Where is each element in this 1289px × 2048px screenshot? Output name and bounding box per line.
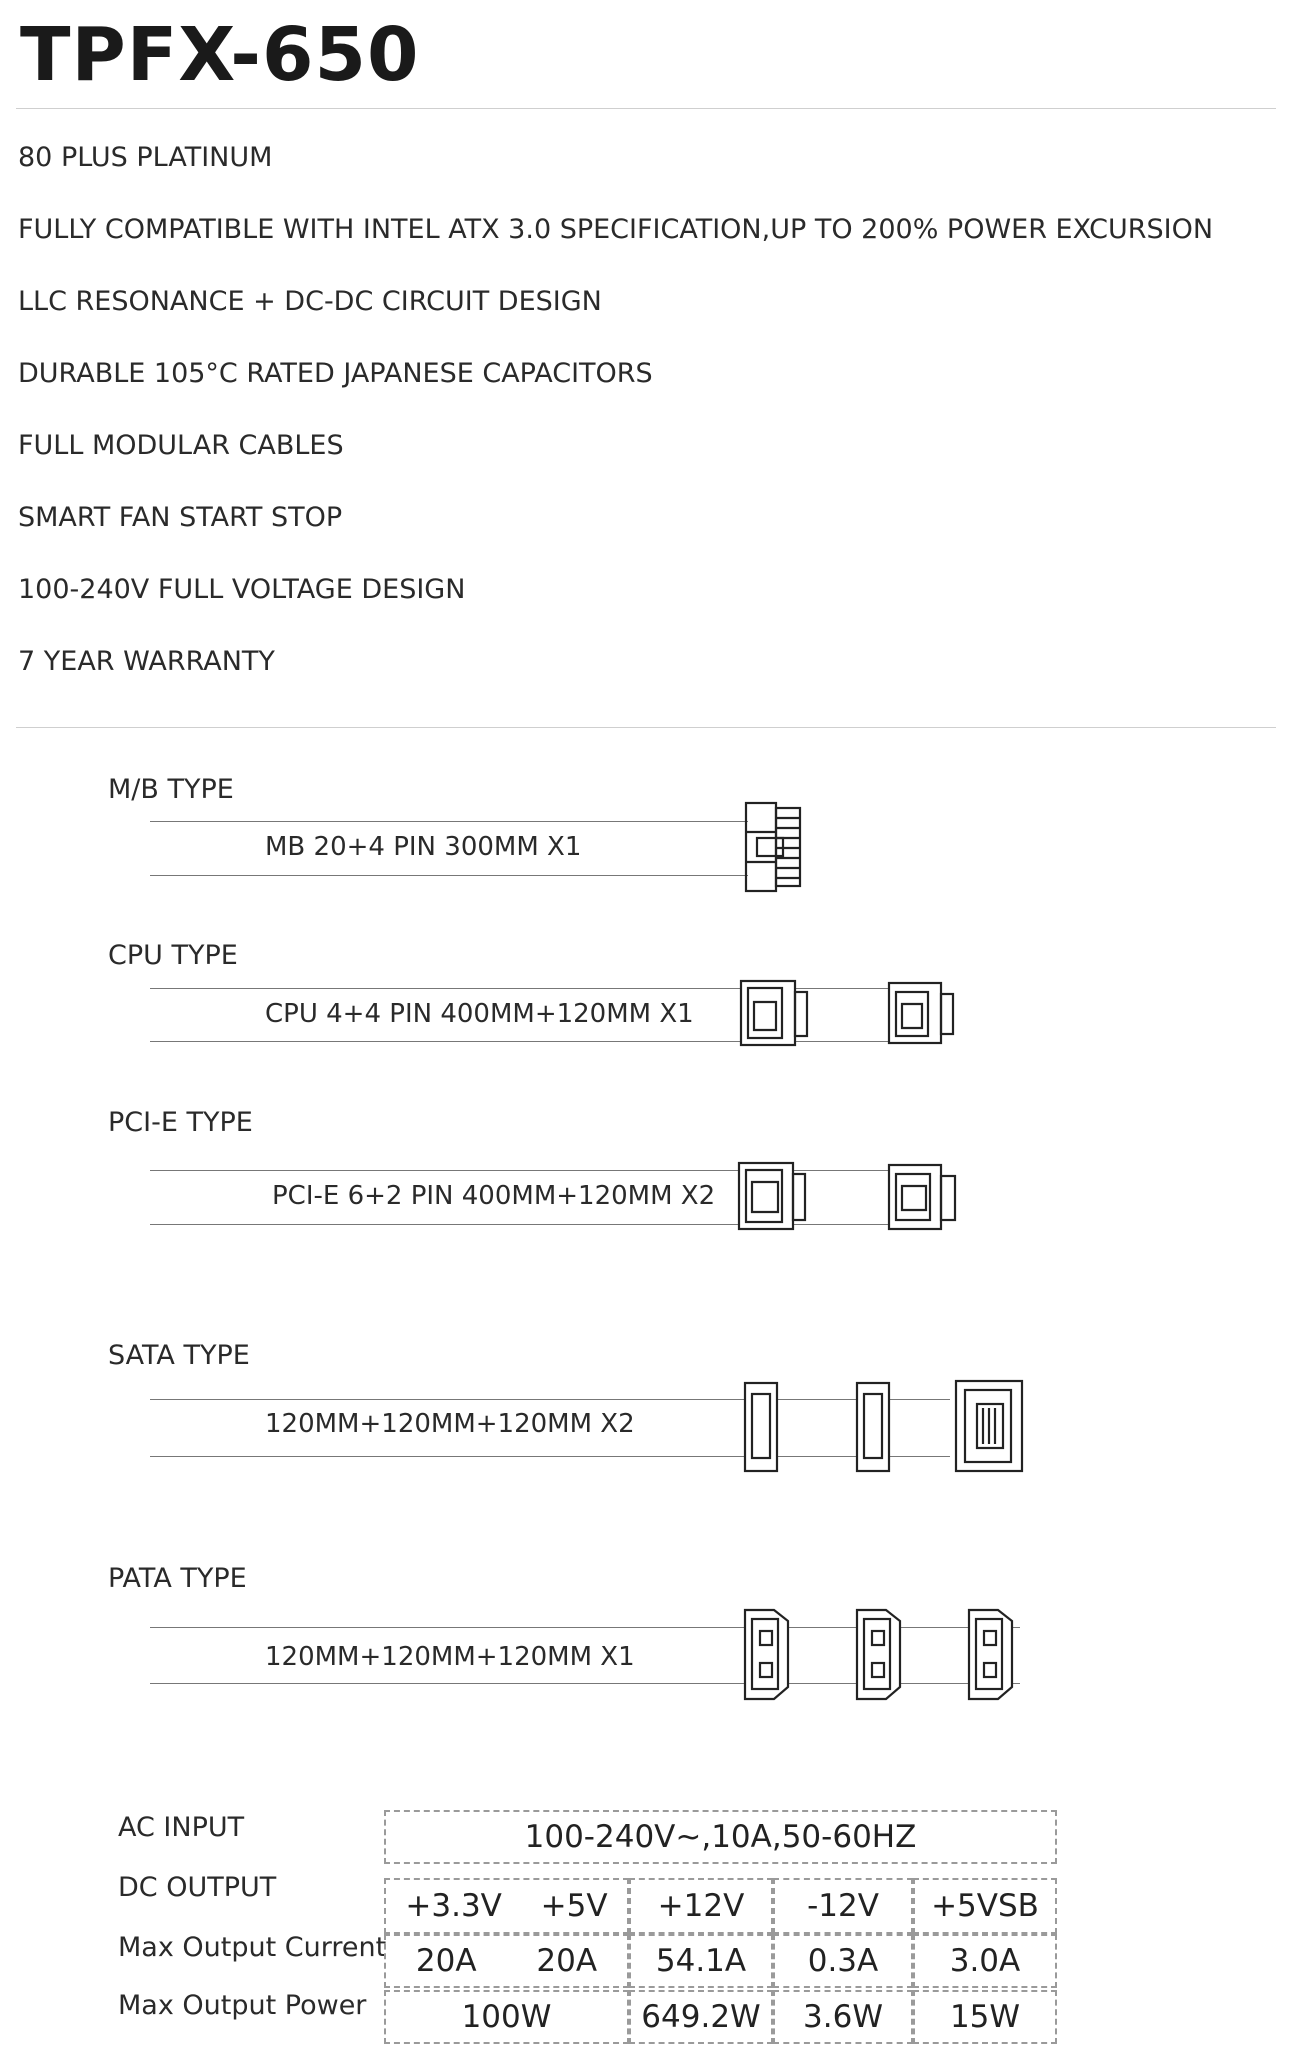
feature-item: 100-240V FULL VOLTAGE DESIGN — [18, 574, 466, 605]
spec-cell — [913, 1934, 1057, 1988]
cable-wire — [150, 1456, 950, 1457]
spec-label-ac-input: AC INPUT — [118, 1812, 245, 1843]
spec-cell — [773, 1934, 913, 1988]
pcie-8pin-connector-icon — [738, 1162, 808, 1232]
max-current-value: 20A — [415, 1943, 477, 1979]
divider — [16, 108, 1276, 109]
pcie-8pin-connector-icon — [888, 1164, 960, 1232]
feature-item: 7 YEAR WARRANTY — [18, 646, 275, 677]
dc-output-value: +12V — [657, 1888, 745, 1924]
max-current-value: 3.0A — [949, 1943, 1021, 1979]
eps-8pin-connector-icon — [740, 980, 810, 1048]
dc-output-value: +5VSB — [931, 1888, 1039, 1924]
max-power-value: 649.2W — [641, 1999, 761, 2035]
max-power-value: 15W — [949, 1999, 1021, 2035]
ac-input-value: 100-240V~,10A,50-60HZ — [524, 1819, 917, 1855]
spec-cell — [629, 1878, 773, 1934]
spec-label-max-power: Max Output Power — [118, 1990, 367, 2021]
feature-item: SMART FAN START STOP — [18, 502, 343, 533]
cable-wire — [150, 821, 748, 822]
sata-connector-icon — [856, 1382, 896, 1474]
cable-label: 120MM+120MM+120MM X1 — [265, 1642, 635, 1672]
max-current-value: 0.3A — [807, 1943, 879, 1979]
cable-label: PCI-E 6+2 PIN 400MM+120MM X2 — [272, 1181, 716, 1211]
spec-cell-ac-input — [384, 1810, 1057, 1864]
page-title: TPFX-650 — [20, 12, 420, 98]
cable-wire — [150, 1399, 950, 1400]
spec-cell — [629, 1990, 773, 2044]
feature-item: FULL MODULAR CABLES — [18, 430, 344, 461]
feature-item: 80 PLUS PLATINUM — [18, 142, 273, 173]
feature-item: LLC RESONANCE + DC-DC CIRCUIT DESIGN — [18, 286, 602, 317]
dc-output-value: +5V — [540, 1888, 608, 1924]
cable-label: CPU 4+4 PIN 400MM+120MM X1 — [265, 999, 694, 1029]
cable-label: 120MM+120MM+120MM X2 — [265, 1409, 635, 1439]
max-current-value: 20A — [536, 1943, 598, 1979]
spec-cell — [913, 1878, 1057, 1934]
spec-cell — [913, 1990, 1057, 2044]
molex-connector-icon — [968, 1609, 1020, 1703]
max-current-value: 54.1A — [655, 1943, 747, 1979]
spec-label-dc-output: DC OUTPUT — [118, 1872, 277, 1903]
spec-label-max-current: Max Output Current — [118, 1932, 387, 1963]
spec-cell — [384, 1878, 629, 1934]
spec-cell — [773, 1878, 913, 1934]
max-power-value: 3.6W — [803, 1999, 883, 2035]
spec-cell — [384, 1934, 629, 1988]
cable-type-title: M/B TYPE — [108, 774, 234, 805]
cable-type-title: PATA TYPE — [108, 1563, 247, 1594]
cable-wire — [150, 875, 748, 876]
feature-item: DURABLE 105°C RATED JAPANESE CAPACITORS — [18, 358, 653, 389]
cable-label: MB 20+4 PIN 300MM X1 — [265, 832, 582, 862]
spec-cell — [773, 1990, 913, 2044]
dc-output-value: -12V — [807, 1888, 879, 1924]
max-power-value: 100W — [461, 1999, 552, 2035]
molex-connector-icon — [744, 1609, 796, 1703]
divider — [16, 727, 1276, 728]
sata-connector-icon — [744, 1382, 784, 1474]
spec-cell — [384, 1990, 629, 2044]
cable-type-title: CPU TYPE — [108, 940, 238, 971]
eps-8pin-connector-icon — [888, 982, 958, 1046]
molex-connector-icon — [856, 1609, 908, 1703]
feature-item: FULLY COMPATIBLE WITH INTEL ATX 3.0 SPECIFICATION,UP TO 200% POWER EXCURSION — [18, 214, 1214, 245]
sata-connector-icon — [955, 1380, 1027, 1474]
spec-cell — [629, 1934, 773, 1988]
cable-type-title: PCI-E TYPE — [108, 1107, 253, 1138]
atx-24pin-connector-icon — [745, 802, 805, 894]
dc-output-value: +3.3V — [405, 1888, 502, 1924]
cable-type-title: SATA TYPE — [108, 1340, 250, 1371]
